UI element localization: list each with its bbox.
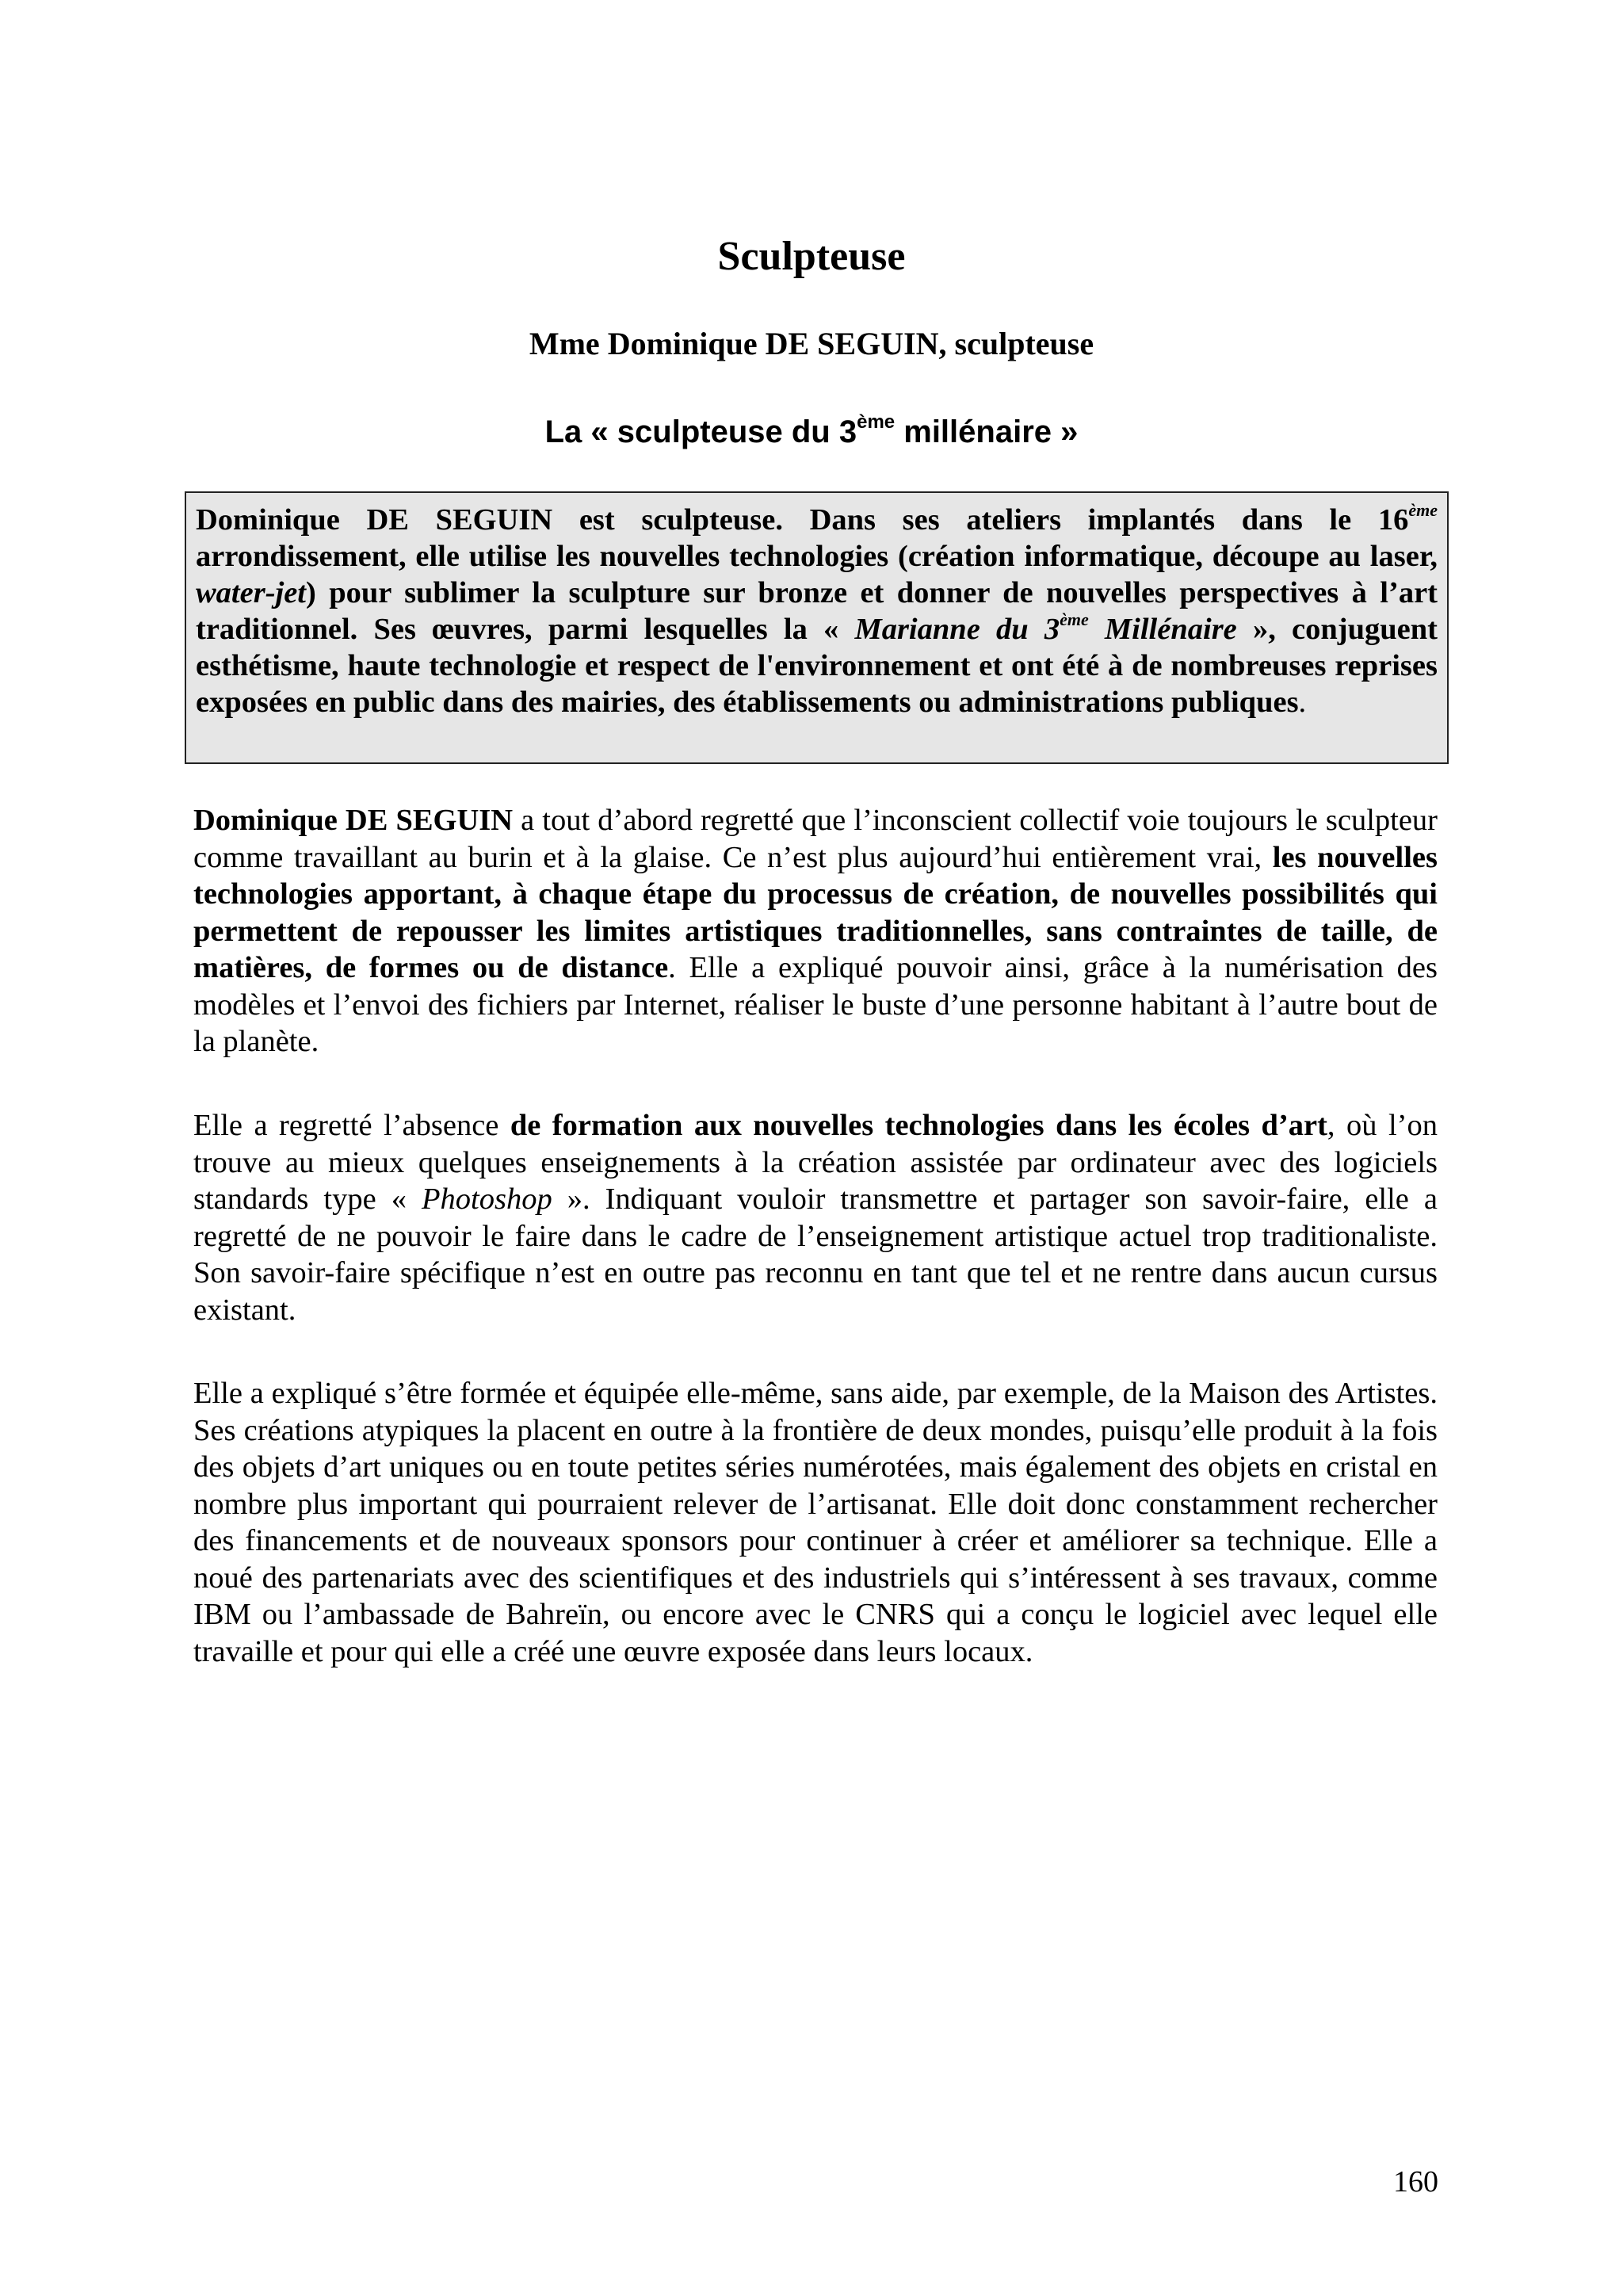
summary-text: ) pour sublimer la sculpture sur bronze et donner de nouvelles perspectives à l’art traditionnel. Ses œuvres, parmi lesquelles la « bbox=[196, 576, 1438, 646]
body-paragraph-1 bbox=[193, 802, 1438, 1060]
page-subtitle: Mme Dominique DE SEGUIN, sculpteuse bbox=[529, 326, 1094, 361]
page-title: Sculpteuse bbox=[717, 234, 906, 279]
tagline-text-before: La « sculpteuse du 3 bbox=[544, 415, 857, 449]
tagline-superscript: ème bbox=[857, 411, 896, 433]
paragraph-text: ». Indiquant vouloir transmettre et partager son savoir-faire, elle a regretté de ne pouvoir le faire dans le cadre de l’enseignement artistique actuel trop traditionaliste. Son savoir-faire spécifique n’est en outre pas reconnu en tant que tel et ne rentre dans aucun cursus existant. bbox=[193, 1182, 1438, 1327]
italic-text: Photoshop bbox=[422, 1182, 552, 1216]
page-number: 160 bbox=[1393, 2165, 1438, 2199]
section-tagline bbox=[0, 412, 1623, 452]
body-paragraph-3 bbox=[193, 1375, 1438, 1670]
paragraph-text: Elle a expliqué s’être formée et équipée elle-même, sans aide, par exemple, de la Maison des Artistes. Ses créations atypiques la placent en outre à la frontière de deux mondes, puisqu’elle produit à la fois des objets d’art uniques ou en toute petites séries numérotées, mais également des objets en cristal en nombre plus important qui pourraient relever de l’artisanat. Elle doit donc constamment rechercher des financements et de nouveaux sponsors pour continuer à créer et améliorer sa technique. Elle a noué des partenariats avec des scientifiques et des industriels qui s’intéressent à ses travaux, comme IBM ou l’ambassade de Bahreïn, ou encore avec le CNRS qui a conçu le logiciel avec lequel elle travaille et pour qui elle a créé une œuvre exposée dans leurs locaux. bbox=[193, 1377, 1438, 1668]
summary-box bbox=[185, 491, 1449, 764]
bold-text: les nouvelles technologies apportant, à chaque étape du processus de création, de nouvelles possibilités qui permettent de repousser les limites artistiques traditionnelles, sans contraintes de taille, de matières, de formes ou de distance bbox=[193, 840, 1438, 984]
summary-emphasis: Marianne du 3 bbox=[854, 613, 1060, 646]
summary-text: Dominique DE SEGUIN est sculpteuse. Dans ses ateliers implantés dans le 16 bbox=[196, 503, 1409, 537]
paragraph-text: Elle a regretté l’absence bbox=[193, 1109, 510, 1142]
summary-emphasis: water-jet bbox=[196, 576, 306, 609]
summary-final-period: . bbox=[1298, 686, 1307, 719]
summary-superscript: ème bbox=[1408, 500, 1438, 520]
paragraph-text: . Elle a expliqué pouvoir ainsi, grâce à la numérisation des modèles et l’envoi des fichiers par Internet, réaliser le buste d’une personne habitant à l’autre bout de la planète. bbox=[193, 951, 1438, 1058]
bold-text: Dominique DE SEGUIN bbox=[193, 804, 514, 837]
paragraph-text: a tout d’abord regretté que l’inconscient collectif voie toujours le sculpteur comme travaillant au burin et à la glaise. Ce n’est plus aujourd’hui entièrement vrai, bbox=[193, 804, 1438, 874]
summary-text: arrondissement, elle utilise les nouvelles technologies (création informatique, découpe au laser, bbox=[196, 540, 1438, 573]
summary-superscript: ème bbox=[1060, 609, 1089, 629]
bold-text: de formation aux nouvelles technologies dans les écoles d’art bbox=[510, 1109, 1327, 1142]
summary-emphasis: Millénaire bbox=[1088, 613, 1237, 646]
paragraph-text: , où l’on trouve au mieux quelques enseignements à la création assistée par ordinateur avec des logiciels standards type « bbox=[193, 1109, 1438, 1216]
body-paragraph-2 bbox=[193, 1107, 1438, 1328]
tagline-text-after: millénaire » bbox=[895, 415, 1079, 449]
summary-text: », conjuguent esthétisme, haute technologie et respect de l'environnement et ont été à de nombreuses reprises exposées en public dans des mairies, des établissements ou administrations publiques bbox=[196, 613, 1438, 719]
